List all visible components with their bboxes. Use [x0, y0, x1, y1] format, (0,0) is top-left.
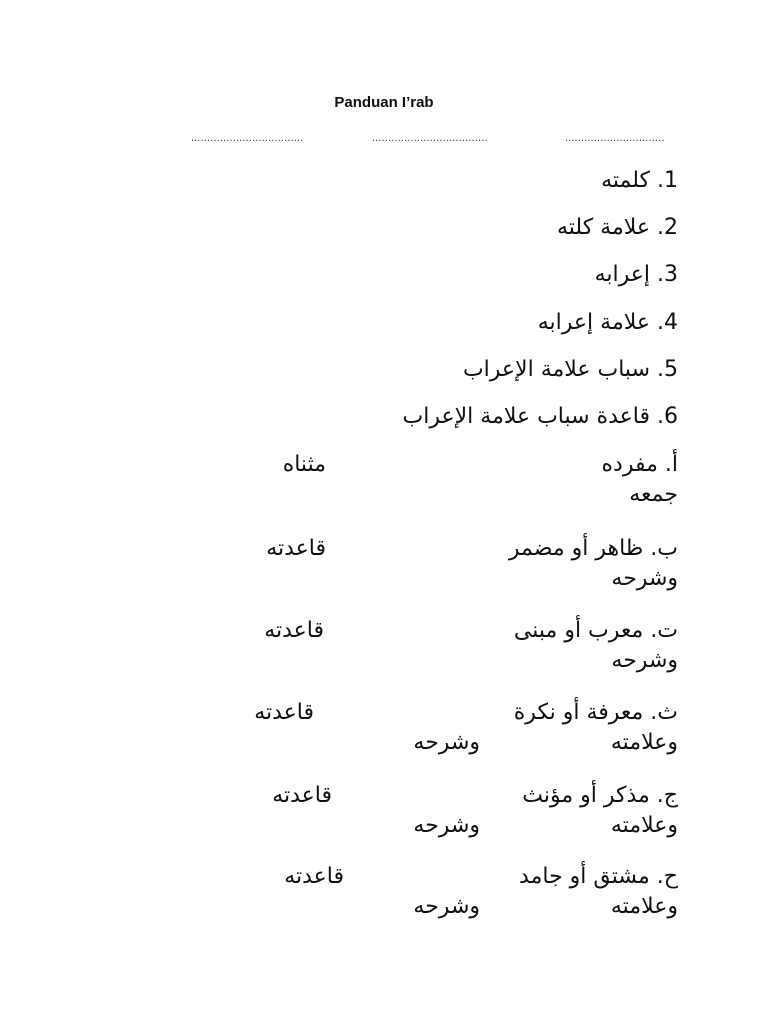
- sub-item-c: [238, 616, 678, 676]
- sub-item-a: [258, 450, 678, 510]
- sub-item-main: ث. معرفة أو نكرة: [513, 700, 678, 725]
- sub-item-wrap: وشرحه: [611, 566, 678, 591]
- sub-item-main: ب. ظاهر أو مضمر: [508, 536, 678, 561]
- sub-item-side: قاعدته: [266, 536, 326, 561]
- sub-item-main: أ. مفرده: [601, 452, 678, 477]
- sub-item-wrap: وشرحه: [611, 648, 678, 673]
- document-title: Panduan I’rab: [334, 94, 434, 111]
- sub-item-side: قاعدته: [284, 864, 344, 889]
- sub-item-wrap: وعلامته: [610, 894, 678, 919]
- sub-item-e: [238, 781, 678, 841]
- sub-item-main: ج. مذكر أو مؤنث: [522, 783, 678, 808]
- numbered-item-2: 2. علامة كلته: [556, 215, 678, 240]
- sub-item-wrap: وشرحه: [413, 730, 480, 755]
- sub-item-main: ت. معرب أو مبنى: [513, 618, 678, 643]
- sub-item-side: قاعدته: [272, 783, 332, 808]
- sub-item-side: قاعدته: [254, 700, 314, 725]
- numbered-item-4: 4. علامة إعرابه: [537, 310, 678, 335]
- numbered-item-5: 5. سباب علامة الإعراب: [462, 357, 678, 382]
- numbered-item-6: 6. قاعدة سباب علامة الإعراب: [402, 404, 678, 429]
- blank-line-2: ....................................: [371, 134, 487, 143]
- sub-item-wrap: وعلامته: [610, 813, 678, 838]
- sub-item-wrap: وشرحه: [413, 813, 480, 838]
- numbered-item-3: 3. إعرابه: [594, 262, 678, 287]
- sub-item-side: مثناه: [282, 452, 326, 477]
- sub-item-f: [238, 862, 678, 922]
- sub-item-b: [238, 534, 678, 594]
- sub-item-main: ح. مشتق أو جامد: [519, 864, 678, 889]
- sub-item-side: قاعدته: [264, 618, 324, 643]
- blank-line-3: ...............................: [564, 134, 664, 143]
- sub-item-wrap: وشرحه: [413, 894, 480, 919]
- blank-line-1: ...................................: [190, 134, 303, 143]
- numbered-item-1: 1. كلمته: [601, 168, 678, 193]
- sub-item-wrap: وعلامته: [610, 730, 678, 755]
- sub-item-d: [238, 698, 678, 758]
- sub-item-wrap: جمعه: [629, 482, 678, 507]
